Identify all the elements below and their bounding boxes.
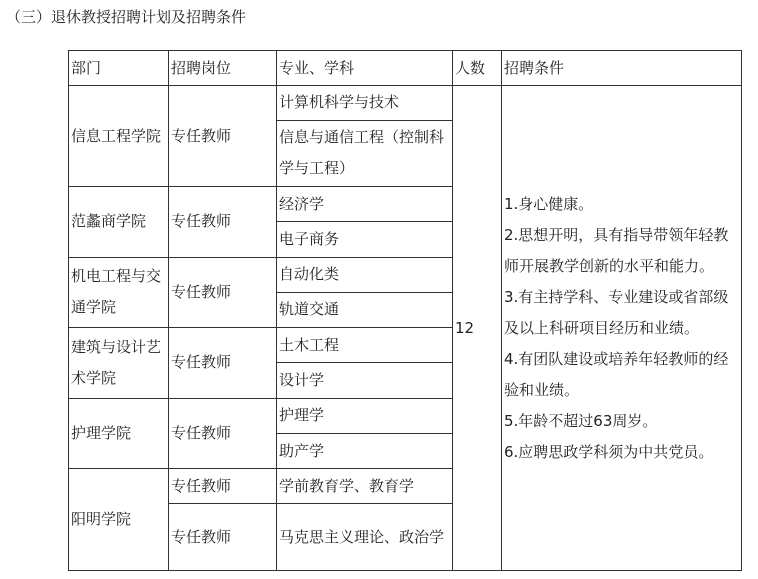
major-cell: 计算机科学与技术	[277, 86, 453, 120]
department-cell: 范蠡商学院	[69, 187, 169, 258]
major-cell: 马克思主义理论、政治学	[277, 504, 453, 571]
post-cell: 专任教师	[169, 469, 277, 504]
recruitment-table	[68, 50, 742, 571]
major-cell: 土木工程	[277, 328, 453, 363]
major-cell: 设计学	[277, 363, 453, 398]
department-cell: 阳明学院	[69, 469, 169, 571]
post-cell: 专任教师	[169, 328, 277, 399]
condition-item: 1.身心健康。	[504, 194, 594, 213]
table-header-row	[69, 51, 742, 86]
section-heading: （三）退休教授招聘计划及招聘条件	[6, 8, 247, 26]
major-cell: 自动化类	[277, 257, 453, 292]
header-post: 招聘岗位	[169, 51, 277, 86]
header-major: 专业、学科	[277, 51, 453, 86]
conditions-cell	[502, 86, 742, 571]
condition-item: 5.年龄不超过63周岁。	[504, 411, 658, 430]
condition-item: 3.有主持学科、专业建设或省部级及以上科研项目经历和业绩。	[504, 287, 729, 337]
header-department: 部门	[69, 51, 169, 86]
header-conditions: 招聘条件	[502, 51, 742, 86]
header-count: 人数	[453, 51, 502, 86]
post-cell: 专任教师	[169, 257, 277, 328]
post-cell: 专任教师	[169, 504, 277, 571]
major-cell: 助产学	[277, 433, 453, 468]
department-cell: 机电工程与交通学院	[69, 257, 169, 328]
post-cell: 专任教师	[169, 187, 277, 258]
count-cell: 12	[453, 86, 502, 571]
condition-item: 6.应聘思政学科须为中共党员。	[504, 442, 714, 461]
major-cell: 护理学	[277, 398, 453, 433]
post-cell: 专任教师	[169, 398, 277, 469]
department-cell: 信息工程学院	[69, 86, 169, 187]
major-cell: 学前教育学、教育学	[277, 469, 453, 504]
table-row	[69, 86, 742, 120]
major-cell: 轨道交通	[277, 292, 453, 327]
major-cell: 电子商务	[277, 222, 453, 257]
department-cell: 建筑与设计艺术学院	[69, 328, 169, 399]
post-cell: 专任教师	[169, 86, 277, 187]
major-cell: 信息与通信工程（控制科学与工程）	[277, 120, 453, 187]
condition-item: 4.有团队建设或培养年轻教师的经验和业绩。	[504, 349, 729, 399]
department-cell: 护理学院	[69, 398, 169, 469]
major-cell: 经济学	[277, 187, 453, 222]
condition-item: 2.思想开明，具有指导带领年轻教师开展教学创新的水平和能力。	[504, 225, 729, 275]
